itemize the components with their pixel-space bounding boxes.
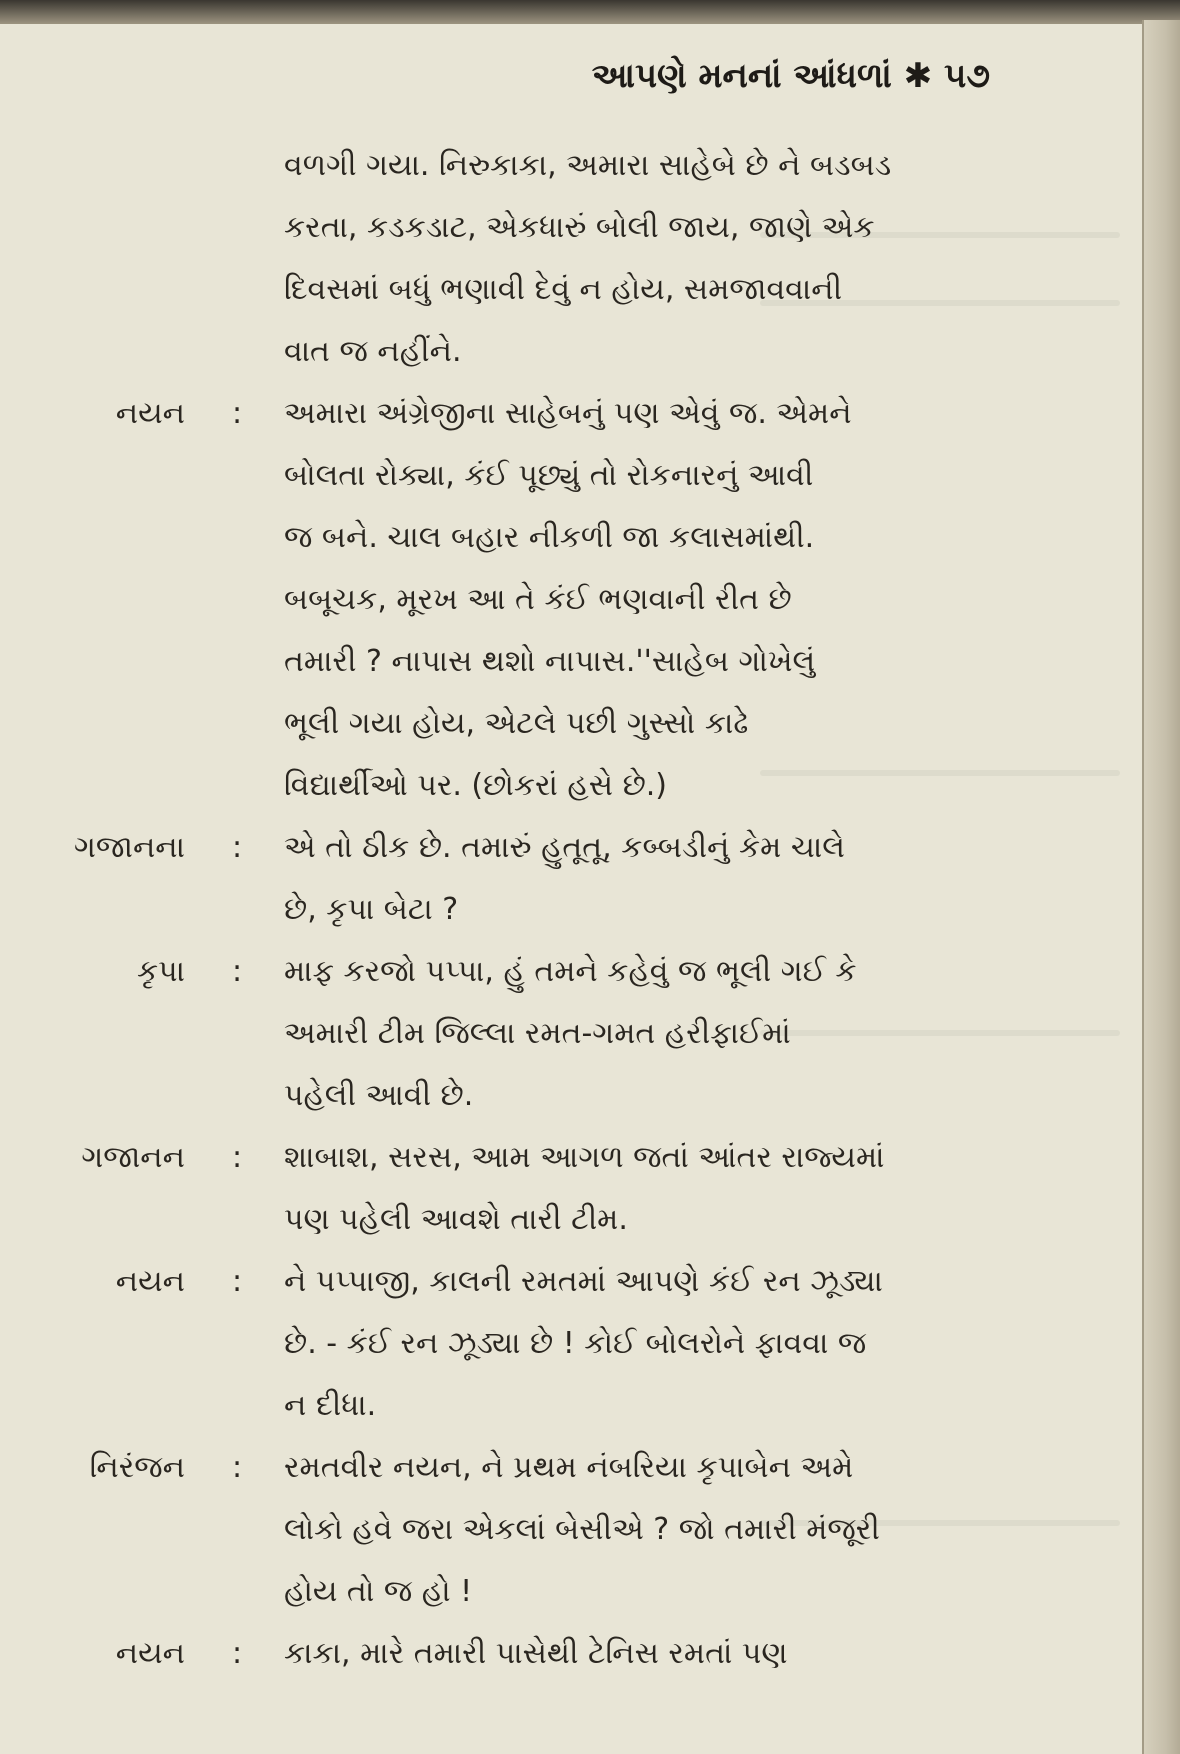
speaker-name: કૃપા xyxy=(137,954,185,989)
dialogue-line: અમારી ટીમ જિલ્લા રમત-ગમત હરીફાઈમાં xyxy=(284,1016,791,1051)
speaker-name: નયન xyxy=(115,1636,185,1671)
speaker-colon: : xyxy=(232,1264,243,1299)
dialogue-line: છે, કૃપા બેટા ? xyxy=(284,892,459,927)
speaker-name: નયન xyxy=(115,1264,185,1299)
dialogue-line: શાબાશ, સરસ, આમ આગળ જતાં આંતર રાજ્યમાં xyxy=(284,1140,885,1175)
dialogue-line: વળગી ગયા. નિરુકાકા, અમારા સાહેબે છે ને બડબડ xyxy=(284,148,892,183)
book-page-edge xyxy=(1142,20,1180,1754)
running-head: આપણે મનનાં આંધળાં ✱ ૫૭ xyxy=(591,56,990,96)
dialogue-entry xyxy=(0,817,1140,941)
dialogue-entry xyxy=(0,1127,1140,1251)
dialogue-line: કરતા, કડકડાટ, એકધારું બોલી જાય, જાણે એક xyxy=(284,210,875,245)
dialogue-entry xyxy=(0,1623,1140,1685)
speaker-name: ગજાનન xyxy=(81,1140,185,1175)
speaker-name: નયન xyxy=(115,396,185,431)
dialogue-line: એ તો ઠીક છે. તમારું હુતૂતૂ, કબ્બડીનું કેમ ચાલે xyxy=(284,830,845,865)
dialogue-line: જ બને. ચાલ બહાર નીકળી જા કલાસમાંથી. xyxy=(284,520,815,555)
dialogue-entry xyxy=(0,941,1140,1127)
dialogue-line: ન દીધા. xyxy=(284,1388,377,1423)
dialogue-line: કાકા, મારે તમારી પાસેથી ટેનિસ રમતાં પણ xyxy=(284,1636,788,1671)
dialogue-block xyxy=(0,135,1140,1685)
dialogue-line: પહેલી આવી છે. xyxy=(284,1078,474,1113)
speaker-colon: : xyxy=(232,396,243,431)
scan-top-edge xyxy=(0,0,1180,24)
speaker-colon: : xyxy=(232,1450,243,1485)
dialogue-entry xyxy=(0,1251,1140,1437)
dialogue-line: ને પપ્પાજી, કાલની રમતમાં આપણે કંઈ રન ઝૂડ્યા xyxy=(284,1264,883,1299)
dialogue-entry xyxy=(0,1437,1140,1623)
dialogue-line: વાત જ નહીંને. xyxy=(284,334,462,369)
dialogue-line: બબૂચક, મૂરખ આ તે કંઈ ભણવાની રીત છે xyxy=(284,582,792,617)
speaker-colon: : xyxy=(232,954,243,989)
speaker-colon: : xyxy=(232,830,243,865)
dialogue-entry xyxy=(0,135,1140,383)
dialogue-line: દિવસમાં બધું ભણાવી દેવું ન હોય, સમજાવવાની xyxy=(284,272,843,307)
dialogue-line: પણ પહેલી આવશે તારી ટીમ. xyxy=(284,1202,628,1237)
dialogue-line: માફ કરજો પપ્પા, હું તમને કહેવું જ ભૂલી ગઈ કે xyxy=(284,954,857,989)
dialogue-line: અમારા અંગ્રેજીના સાહેબનું પણ એવું જ. એમને xyxy=(284,396,852,431)
dialogue-line: હોય તો જ હો ! xyxy=(284,1574,473,1609)
speaker-colon: : xyxy=(232,1140,243,1175)
dialogue-line: ભૂલી ગયા હોય, એટલે પછી ગુસ્સો કાઢે xyxy=(284,706,749,741)
dialogue-line: છે. - કંઈ રન ઝૂડ્યા છે ! કોઈ બોલરોને ફાવવા જ xyxy=(284,1326,867,1361)
dialogue-line: વિદ્યાર્થીઓ પર. (છોકરાં હસે છે.) xyxy=(284,768,667,803)
dialogue-line: લોકો હવે જરા એકલાં બેસીએ ? જો તમારી મંજૂરી xyxy=(284,1512,880,1547)
dialogue-line: રમતવીર નયન, ને પ્રથમ નંબરિયા કૃપાબેન અમે xyxy=(284,1450,854,1485)
dialogue-line: તમારી ? નાપાસ થશો નાપાસ.''સાહેબ ગોખેલું xyxy=(284,644,816,679)
speaker-name: નિરંજન xyxy=(89,1450,185,1485)
speaker-colon: : xyxy=(232,1636,243,1671)
dialogue-entry xyxy=(0,383,1140,817)
dialogue-line: બોલતા રોક્યા, કંઈ પૂછ્યું તો રોકનારનું આવી xyxy=(284,458,814,493)
speaker-name: ગજાનના xyxy=(73,830,185,865)
